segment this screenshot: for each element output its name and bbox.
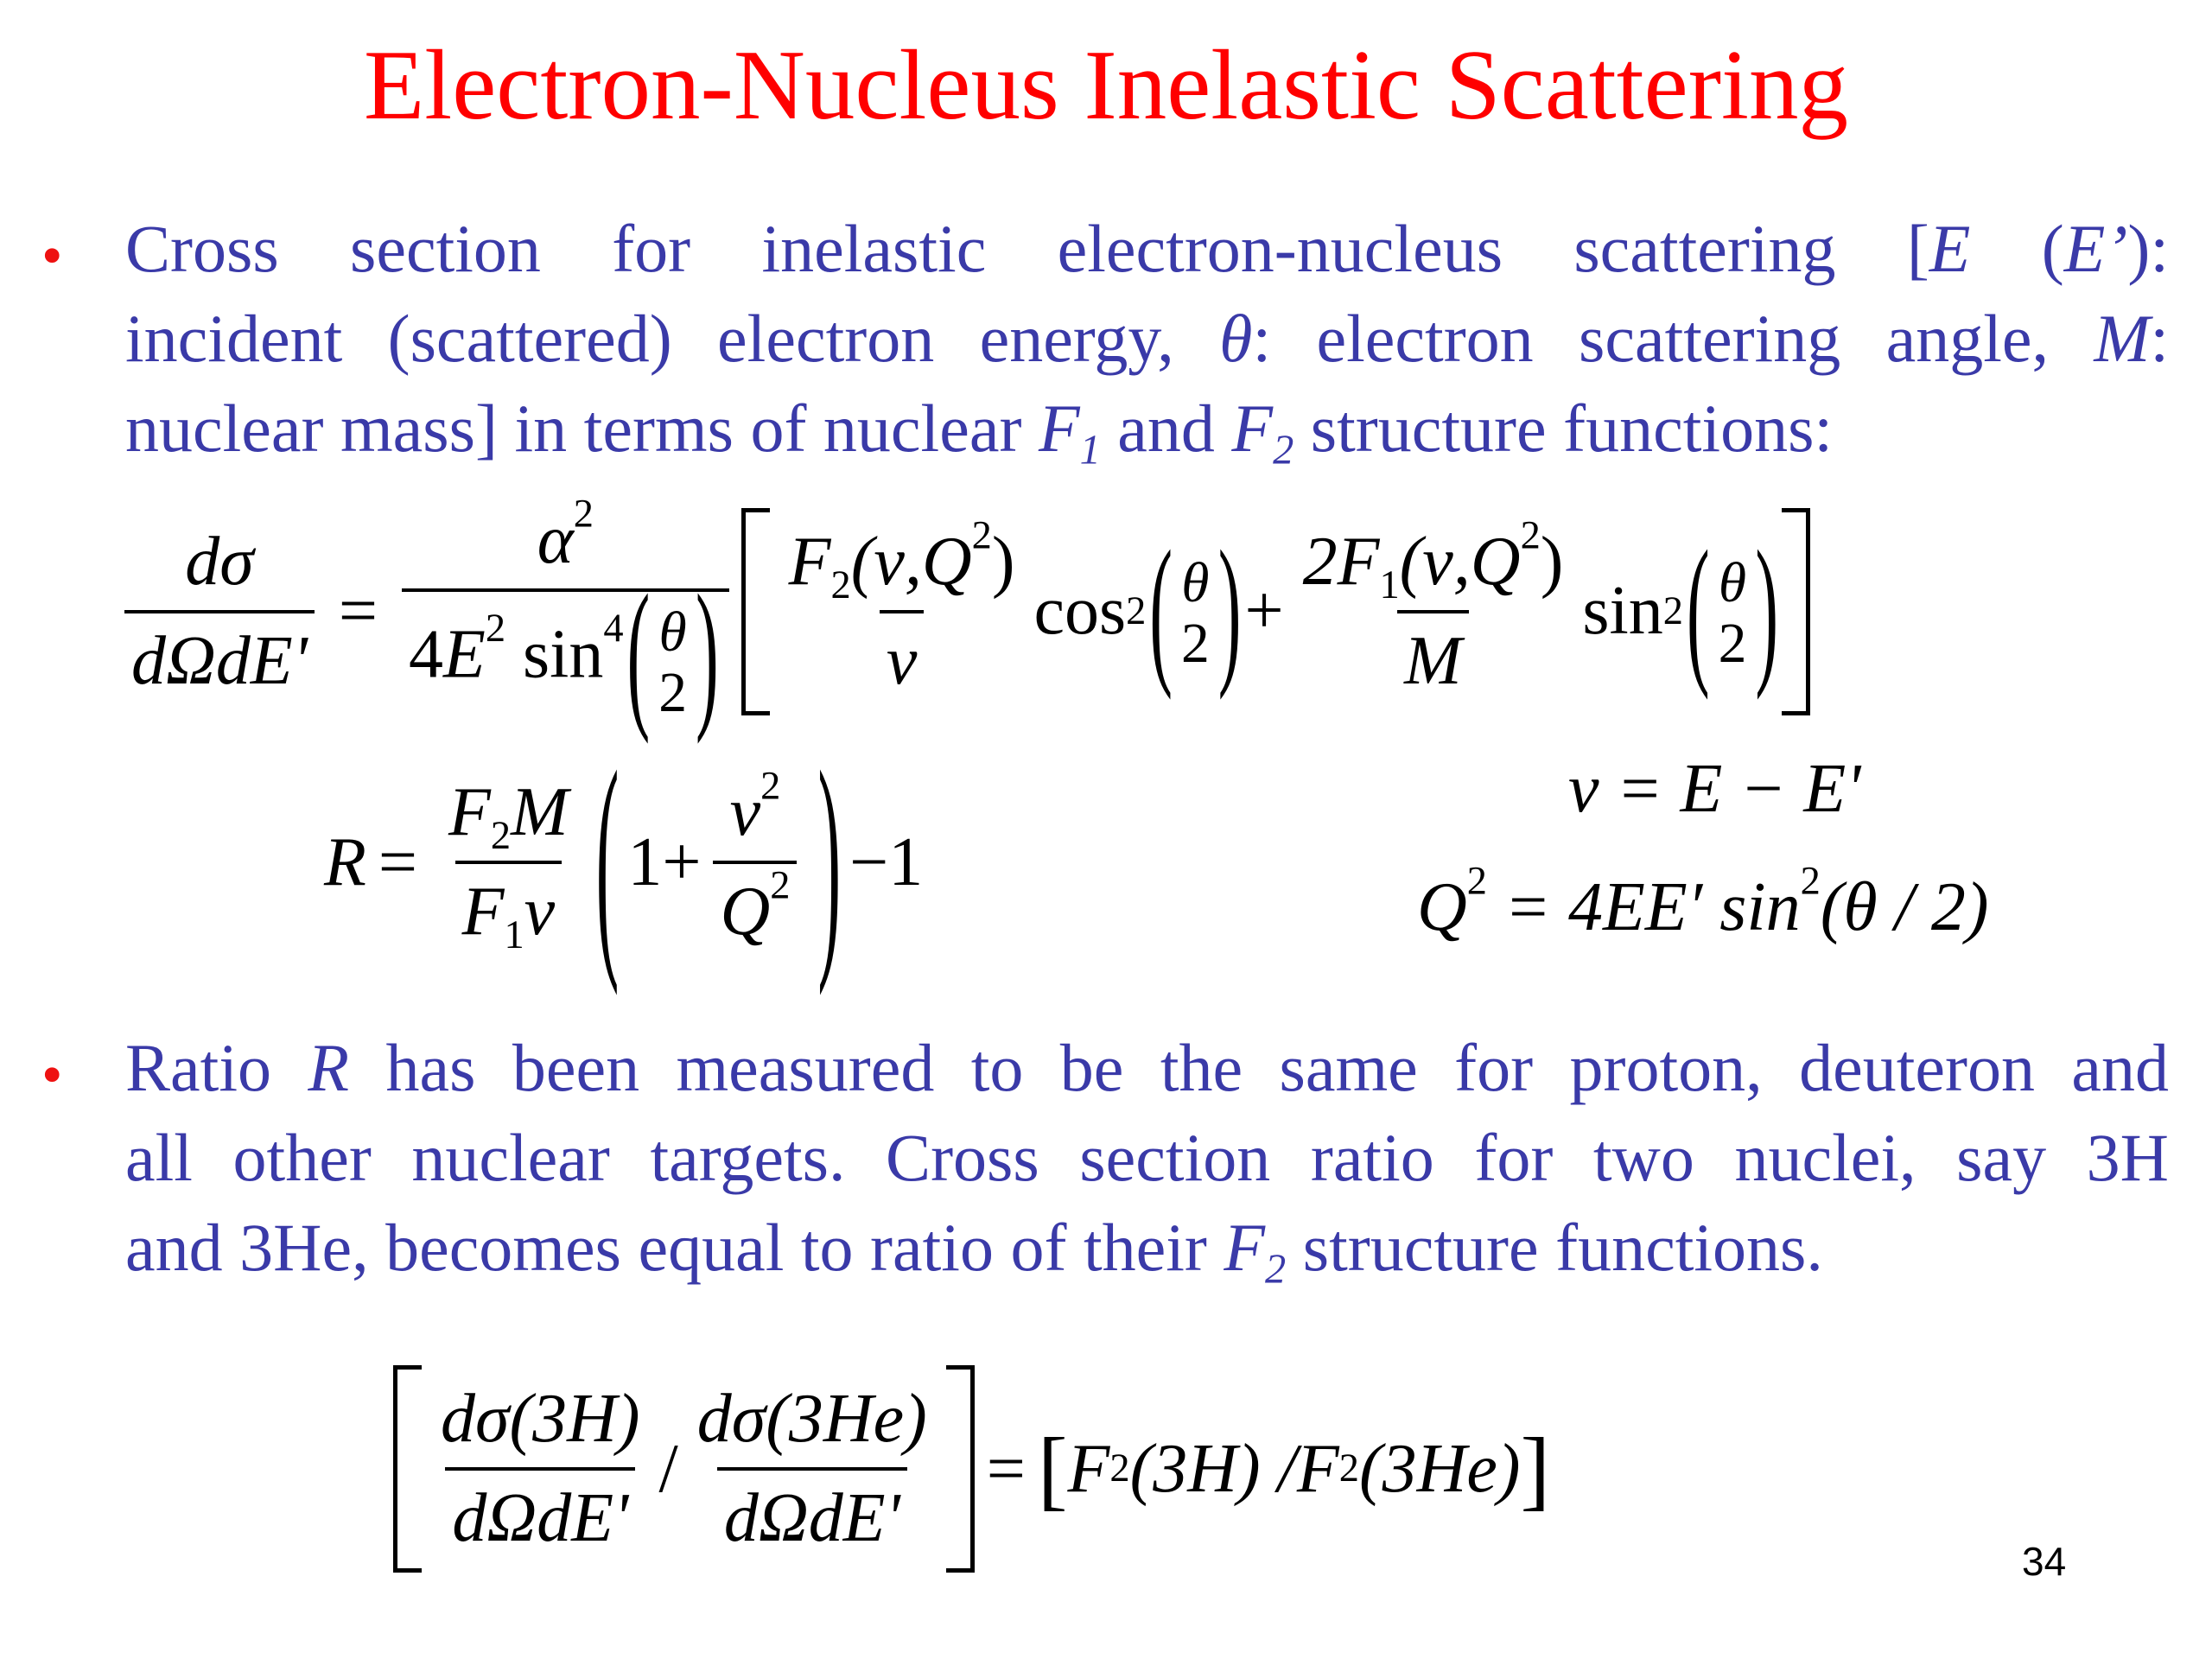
- slide-title: Electron-Nucleus Inelastic Scattering: [364, 30, 1848, 140]
- right-bracket: [1782, 508, 1810, 715]
- left-bracket: [741, 508, 770, 715]
- f1-term-fraction: $\frac{2F_1(\nu,Q^2)}{M}$: [1302, 513, 1564, 699]
- bullet-marker-2: •: [41, 1042, 63, 1109]
- bullet-paragraph-1: Cross section for inelastic electron-nucleus scattering [E (E’): incident (scattered) electron energy, θ: electron scattering angle, M: nuclear mass] in terms of nuclear $F_1$ and $F_2$ structure functions:: [125, 211, 2169, 474]
- prefactor-fraction: $\alpha^2$ $4E^2$ $\sin^4$( θ 2 ): [402, 501, 729, 722]
- lhs-fraction: $\frac{d\sigma}{\text{dΩdE'}}$: [124, 523, 315, 701]
- cross-section-ratio-equation: $\frac{d\sigma(3H)}{\text{dΩdE'}}$ / $\frac{d\sigma(3He)}{\text{dΩdE'}}$ = [ F 2 (3H) / F 2 (3He) ]: [393, 1365, 1550, 1573]
- bullet-paragraph-2: Ratio R has been measured to be the same for proton, deuteron and all other nuclear targets. Cross section ratio for two nuclei, say 3H and 3He, becomes equal to ratio of their $F_2$ structure functions.: [125, 1030, 2169, 1293]
- page-number: 34: [2022, 1539, 2067, 1584]
- bullet-marker-1: •: [41, 223, 63, 289]
- cross-section-equation: $\frac{d\sigma}{\text{dΩdE'}}$ = $\alpha^2$ $4E^2$ $\sin^4$( θ 2 ) $\frac{F_2(\nu,Q^2)}{\nu}$ cos 2 ( θ 2 ) + $\frac{2F_1(\nu,Q^2)}{M}$ sin 2 ( θ 2 ): [112, 501, 1810, 722]
- f2-term-fraction: $\frac{F_2(\nu,Q^2)}{\nu}$: [788, 513, 1015, 699]
- q2-definition: $Q^2 = 4EE'$ $\sin^2(\theta / 2)$: [1417, 859, 1989, 945]
- nu-definition: ν = E − E': [1568, 751, 1861, 827]
- ratio-r-equation: R = $\frac{F_2M}{F_1\nu}$ ( 1 + $\frac{\nu^2}{Q^2}$ ) −1: [324, 723, 924, 998]
